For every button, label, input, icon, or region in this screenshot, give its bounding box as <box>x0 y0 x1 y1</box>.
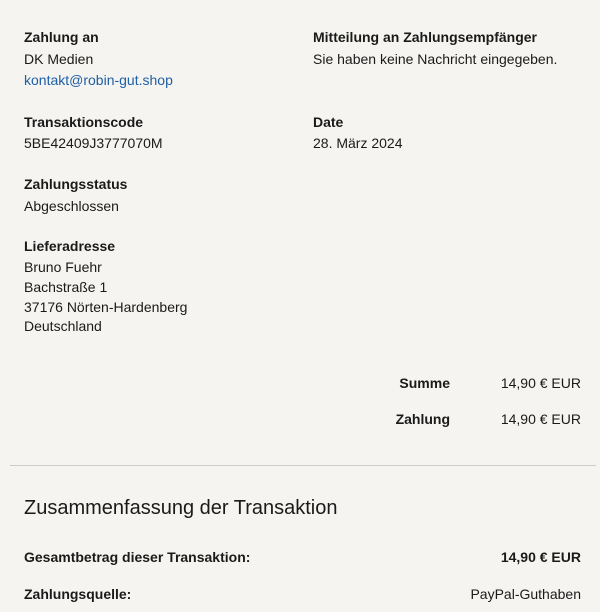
shipping-label: Lieferadresse <box>24 238 116 254</box>
payee-email-link[interactable]: kontakt@robin-gut.shop <box>24 72 173 88</box>
payee-label: Zahlung an <box>24 29 99 45</box>
sum-label: Summe <box>399 375 450 391</box>
shipping-line-country: Deutschland <box>24 318 102 334</box>
summary-total-value: 14,90 € EUR <box>500 549 581 565</box>
summary-total-label: Gesamtbetrag dieser Transaktion: <box>24 549 251 565</box>
message-text: Sie haben keine Nachricht eingegeben. <box>313 51 558 67</box>
section-divider <box>10 465 596 466</box>
payment-label: Zahlung <box>395 411 450 427</box>
status-label: Zahlungsstatus <box>24 176 128 192</box>
transaction-code-label: Transaktionscode <box>24 114 144 130</box>
date-value: 28. März 2024 <box>313 135 403 151</box>
message-label: Mitteilung an Zahlungsempfänger <box>313 29 538 45</box>
shipping-line-street: Bachstraße 1 <box>24 279 108 295</box>
transaction-code: 5BE42409J3777070M <box>24 135 163 151</box>
shipping-line-name: Bruno Fuehr <box>24 259 102 275</box>
status-value: Abgeschlossen <box>24 198 119 214</box>
date-label: Date <box>313 114 344 130</box>
summary-title: Zusammenfassung der Transaktion <box>24 497 338 519</box>
payment-source-value: PayPal-Guthaben <box>470 586 581 602</box>
payment-source-label: Zahlungsquelle: <box>24 586 132 602</box>
shipping-line-city: 37176 Nörten-Hardenberg <box>24 299 188 315</box>
payment-value: 14,90 € EUR <box>500 411 581 427</box>
sum-value: 14,90 € EUR <box>500 375 581 391</box>
payee-name: DK Medien <box>24 51 94 67</box>
